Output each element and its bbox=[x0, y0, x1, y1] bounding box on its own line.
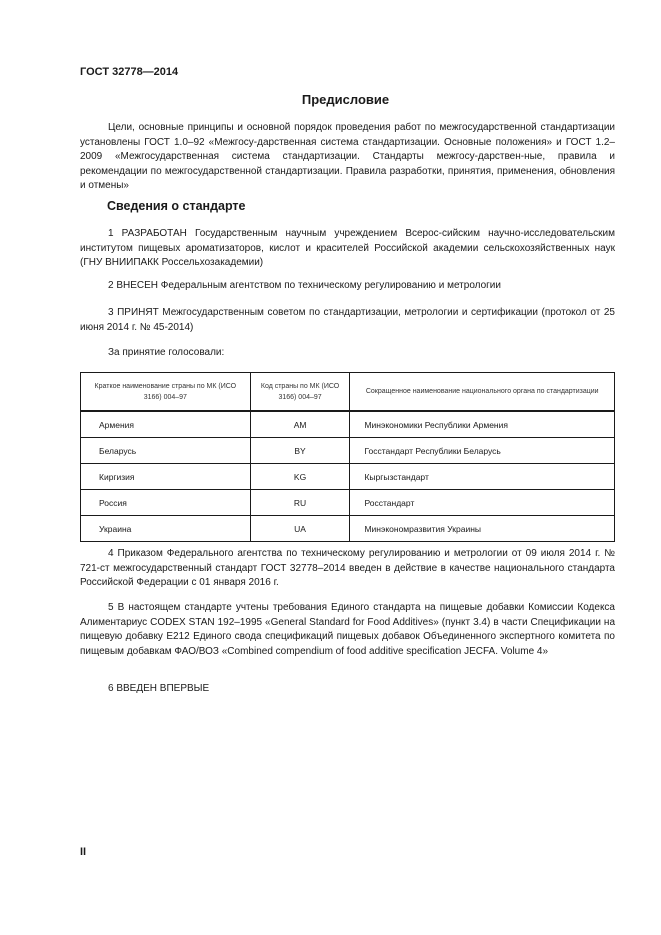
table-row bbox=[81, 411, 615, 438]
info-item-6-text: 6 ВВЕДЕН ВПЕРВЫЕ bbox=[108, 683, 210, 694]
info-item-3-text: 3 ПРИНЯТ Межгосударственным советом по стандартизации, метрологии и сертификации (протокол от 25 июня 2014 г. № 45-2014) bbox=[80, 307, 615, 333]
table-cell-code: BY bbox=[250, 438, 350, 464]
table-cell-country: Россия bbox=[81, 490, 251, 516]
table-cell-org: Росстандарт bbox=[350, 490, 615, 516]
info-item-5-text: 5 В настоящем стандарте учтены требования Единого стандарта на пищевые добавки Комиссии Кодекса Алиментариус CODEX STAN 192–1995 «General Standard for Food Additives» (пункт 3.4) в части Спецификации на пищевую добавку Е212 Единого свода спецификаций пищевых добавок Объединенного экспертного комитета по пищевым добавкам ФАО/ВОЗ «Combined compendium of food additive specification JECFA. Volume 4» bbox=[80, 602, 615, 657]
table-cell-org: Минэкономразвития Украины bbox=[350, 516, 615, 542]
table-header-country: Краткое наименование страны по МК (ИСО 3166) 004–97 bbox=[81, 373, 251, 412]
table-cell-org: Минэкономики Республики Армения bbox=[350, 411, 615, 438]
table-cell-code: KG bbox=[250, 464, 350, 490]
table-row bbox=[81, 464, 615, 490]
table-header-code: Код страны по МК (ИСО 3166) 004–97 bbox=[250, 373, 350, 412]
table-cell-country: Киргизия bbox=[81, 464, 251, 490]
table-header-org: Сокращенное наименование национального органа по стандартизации bbox=[350, 373, 615, 412]
info-title: Сведения о стандарте bbox=[107, 199, 246, 213]
info-item-1-text: 1 РАЗРАБОТАН Государственным научным учреждением Всерос-сийским научно-исследовательским институтом пищевых ароматизаторов, кислот и красителей Российской академии сельскохозяйственных наук (ГНУ ВНИИПАКК Россельхозакадемии) bbox=[80, 228, 615, 268]
table-row bbox=[81, 516, 615, 542]
table-header-row bbox=[81, 373, 615, 412]
table-row bbox=[81, 438, 615, 464]
voted-label-text: За принятие голосовали: bbox=[108, 347, 225, 358]
info-item-2-text: 2 ВНЕСЕН Федеральным агентством по техническому регулированию и метрологии bbox=[108, 280, 501, 291]
table-row bbox=[81, 490, 615, 516]
info-item-3 bbox=[80, 306, 615, 335]
table-cell-code: AM bbox=[250, 411, 350, 438]
info-item-6 bbox=[80, 682, 615, 697]
table-cell-code: UA bbox=[250, 516, 350, 542]
document-code: ГОСТ 32778—2014 bbox=[80, 66, 179, 78]
info-item-4-text: 4 Приказом Федерального агентства по техническому регулированию и метрологии от 09 июля 2014 г. № 721-ст межгосударственный стандарт ГОСТ 32778–2014 введен в действие в качестве национального стандарта Российской Федерации с 01 января 2016 г. bbox=[80, 548, 615, 588]
table-cell-code: RU bbox=[250, 490, 350, 516]
info-item-4 bbox=[80, 547, 615, 591]
table-cell-country: Беларусь bbox=[81, 438, 251, 464]
table-cell-org: Госстандарт Республики Беларусь bbox=[350, 438, 615, 464]
info-item-2 bbox=[80, 279, 615, 294]
info-item-5 bbox=[80, 601, 615, 659]
preface-text-body: Цели, основные принципы и основной порядок проведения работ по межгосударственной стандартизации установлены ГОСТ 1.0–92 «Межгосу-дарственная система стандартизации. Основные положения» и ГОСТ 1.2–2009 «Межгосударственная система стандартизации. Стандарты межгосу-дарствен-ные, правила и рекомендации по межгосударственной стандартизации. Правила разработки, принятия, применения, обновления и отмены» bbox=[80, 122, 615, 191]
voted-label bbox=[80, 346, 615, 361]
page-number: II bbox=[80, 846, 87, 858]
preface-text bbox=[80, 121, 615, 194]
voting-table bbox=[80, 372, 615, 542]
preface-title: Предисловие bbox=[301, 92, 390, 107]
table-cell-org: Кыргызстандарт bbox=[350, 464, 615, 490]
info-item-1 bbox=[80, 227, 615, 271]
table-cell-country: Украина bbox=[81, 516, 251, 542]
table-cell-country: Армения bbox=[81, 411, 251, 438]
